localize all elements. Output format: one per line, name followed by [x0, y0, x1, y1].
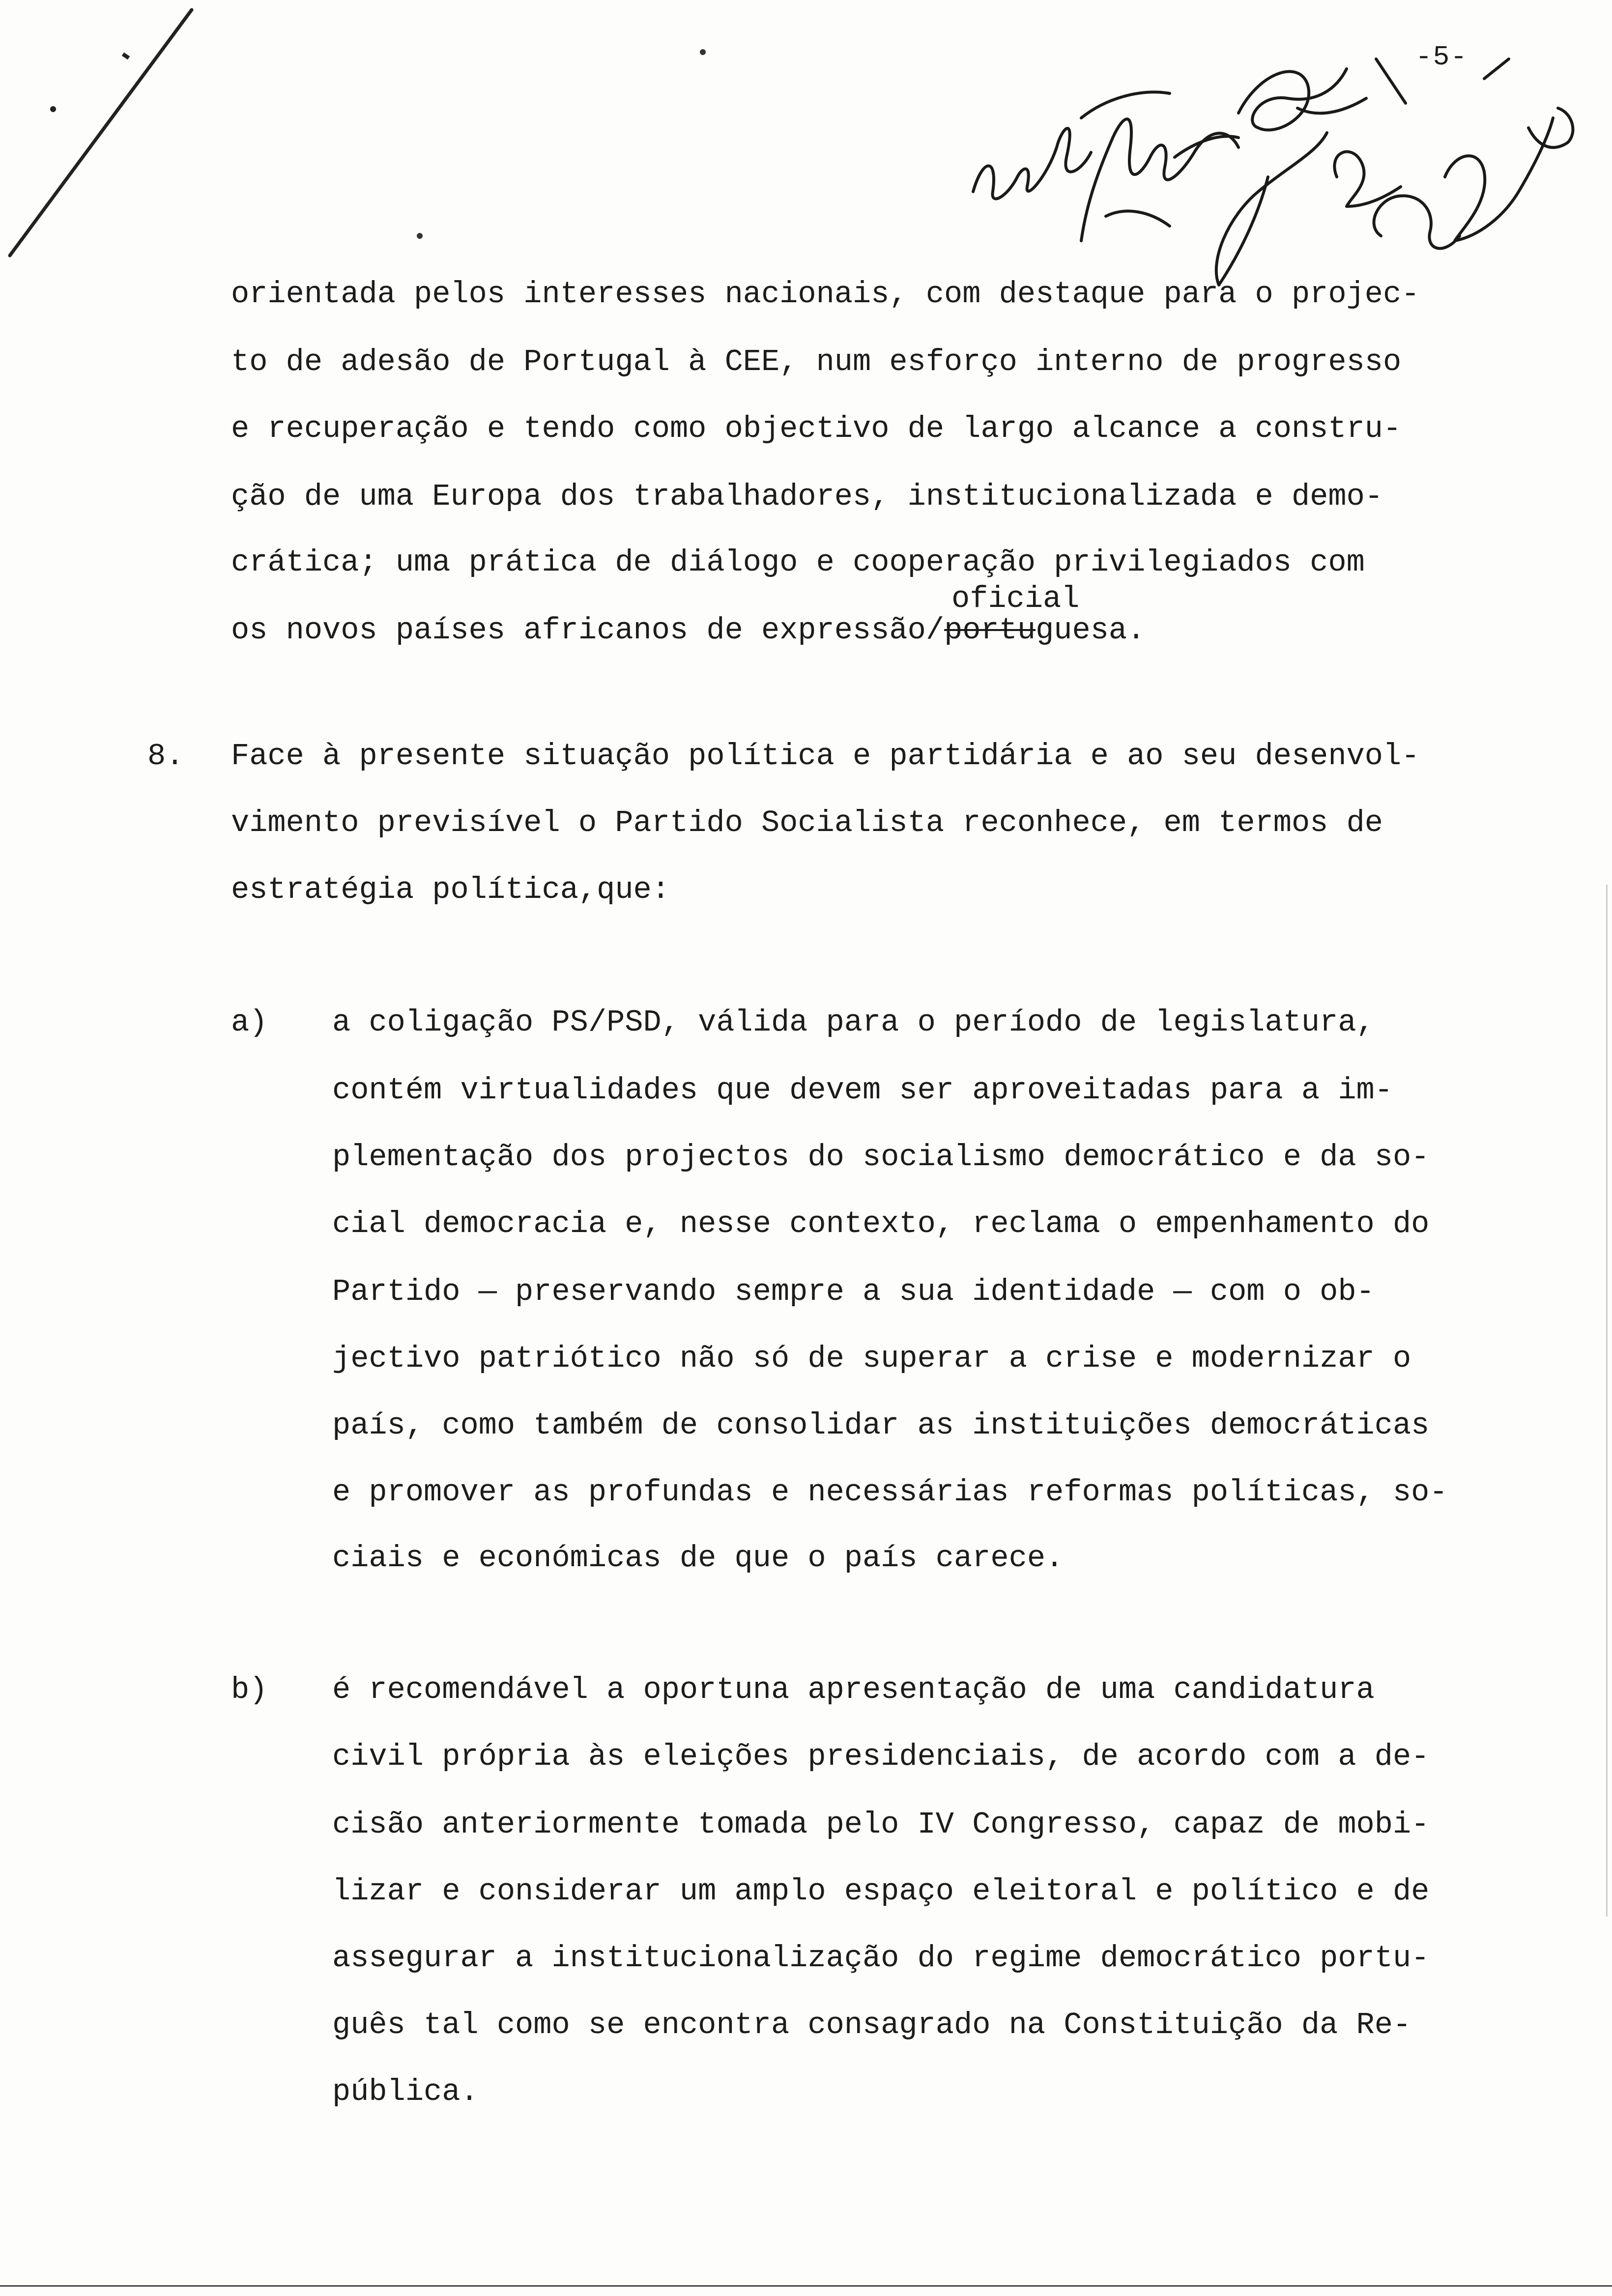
section-line: Face à presente situação política e partidária e ao seu desenvol- — [231, 739, 1420, 774]
item-marker: a) — [231, 1005, 268, 1040]
item-line: cisão anteriormente tomada pelo IV Congresso, capaz de mobi- — [332, 1807, 1430, 1842]
item-line: cial democracia e, nesse contexto, reclama o empenhamento do — [332, 1206, 1430, 1241]
intro-line: orientada pelos interesses nacionais, com destaque para o projec- — [231, 277, 1420, 312]
item-line: jectivo patriótico não só de superar a crise e modernizar o — [332, 1341, 1411, 1376]
intro-line: crática; uma prática de diálogo e cooperação privilegiados com — [231, 545, 1365, 580]
section-line: vimento previsível o Partido Socialista reconhece, em termos de — [231, 805, 1383, 840]
ink-speck — [417, 233, 423, 239]
page-number: -5- — [1415, 41, 1468, 73]
ink-speck — [700, 49, 706, 55]
margin-pen-stroke — [0, 0, 206, 275]
item-line: lizar e considerar um amplo espaço eleitoral e político e de — [332, 1874, 1430, 1909]
item-line: plementação dos projectos do socialismo democrático e da so- — [332, 1140, 1430, 1175]
item-line: a coligação PS/PSD, válida para o período de legislatura, — [332, 1005, 1375, 1040]
item-line: guês tal como se encontra consagrado na Constituição da Re- — [332, 2008, 1411, 2042]
handwritten-signatures-icon — [963, 29, 1583, 305]
handwritten-insertion: oficial — [951, 581, 1080, 616]
intro-last-line-suffix: guesa. — [1036, 613, 1146, 648]
scan-edge — [1606, 885, 1608, 1917]
item-line: é recomendável a oportuna apresentação de uma candidatura — [332, 1672, 1375, 1707]
item-line: contém virtualidades que devem ser aproveitadas para a im- — [332, 1073, 1393, 1108]
struck-text: portu — [944, 613, 1036, 648]
section-number: 8. — [147, 739, 184, 774]
intro-last-line-prefix: os novos países africanos de expressão — [231, 613, 926, 648]
item-line: e promover as profundas e necessárias reformas políticas, so- — [332, 1475, 1448, 1510]
section-line: estratégia política,que: — [231, 872, 670, 907]
item-line: Partido — preservando sempre a sua identidade — com o ob- — [332, 1274, 1375, 1309]
item-marker: b) — [231, 1672, 268, 1707]
item-line: assegurar a institucionalização do regime democrático portu- — [332, 1941, 1430, 1976]
item-line: país, como também de consolidar as instituições democráticas — [332, 1408, 1430, 1443]
footer-rule — [0, 2285, 1612, 2287]
intro-line: ção de uma Europa dos trabalhadores, institucionalizada e demo- — [231, 479, 1383, 514]
intro-last-line — [231, 615, 1145, 646]
item-line: ciais e económicas de que o país carece. — [332, 1541, 1064, 1576]
intro-line: to de adesão de Portugal à CEE, num esforço interno de progresso — [231, 344, 1402, 379]
item-line: civil própria às eleições presidenciais, de acordo com a de- — [332, 1739, 1430, 1774]
intro-line: e recuperação e tendo como objectivo de largo alcance a constru- — [231, 411, 1402, 446]
item-line: pública. — [332, 2074, 479, 2109]
caret-mark: / — [925, 613, 945, 648]
